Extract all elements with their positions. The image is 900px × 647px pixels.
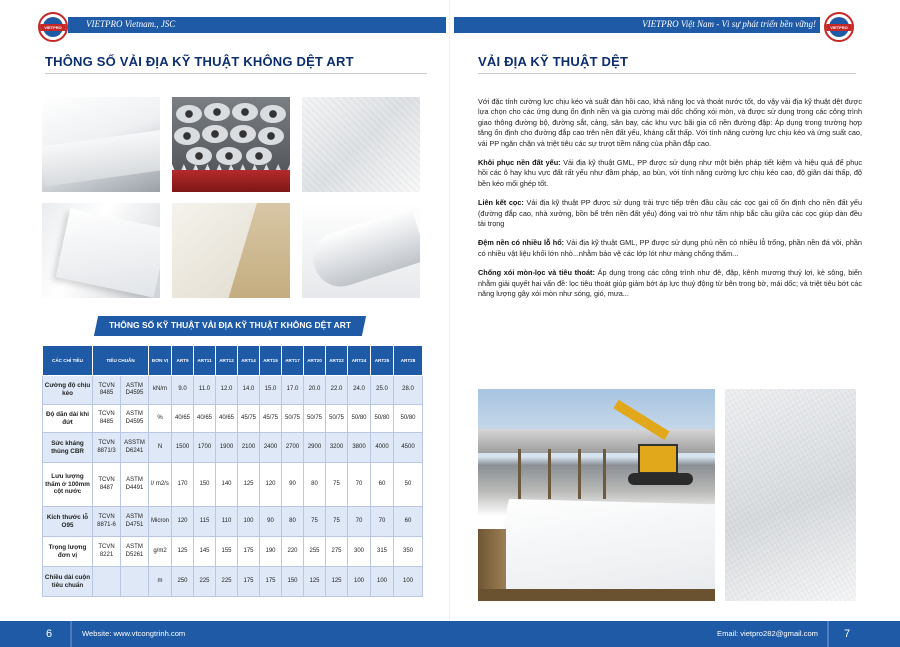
header-right-text: VIETPRO Việt Nam - Vì sự phát triển bền vững! xyxy=(642,19,816,29)
column-header: TIÊU CHUẨN xyxy=(93,346,149,376)
section-label: Chống xói mòn-lọc và tiêu thoát: xyxy=(478,268,595,278)
fabric-photo-folded xyxy=(42,97,160,192)
cell-value: 175 xyxy=(260,567,282,597)
section-label: Đệm nền có nhiều lỗ hổ: xyxy=(478,238,565,248)
cell-value: 2700 xyxy=(282,433,304,463)
cell-value: 1500 xyxy=(172,433,194,463)
cell-value: 120 xyxy=(260,463,282,507)
cell-value: 50/80 xyxy=(371,405,394,433)
section-label: Khôi phục nền đất yếu: xyxy=(478,158,561,168)
cell-value: 150 xyxy=(194,463,216,507)
section-paragraph xyxy=(478,238,862,259)
cell-value: 50/75 xyxy=(304,405,326,433)
row-name: Độ dãn dài khi đứt xyxy=(43,405,93,433)
row-standard-tcvn: TCVN 8871-6 xyxy=(93,507,121,537)
cell-value: 75 xyxy=(326,463,348,507)
cell-value: 75 xyxy=(326,507,348,537)
cell-value: 190 xyxy=(260,537,282,567)
cell-value: 9.0 xyxy=(172,376,194,405)
section-text: Vải địa kỹ thuật GML, PP được sử dụng như một biện pháp tiết kiệm và hiệu quả để phục hồi các ô hay khu vực đất rất yếu như đầm pháp, ao bùn, với tính năng cường lực chịu kéo cao, độ giãn dài thấp, độ bền kéo mối ghép tốt. xyxy=(478,158,862,188)
cell-value: 14.0 xyxy=(238,376,260,405)
cell-value: 45/75 xyxy=(260,405,282,433)
cell-value: 155 xyxy=(216,537,238,567)
row-unit: g/m2 xyxy=(149,537,172,567)
row-unit: Micron xyxy=(149,507,172,537)
section-text: Vải địa kỹ thuật PP được sử dụng trải trực tiếp trên đầu cầu các cọc gai cố ổn định cho nền đất yếu (đường đắp cao, nhà xưởng, bồn bể trên nền đất yếu) đóng vai trò như tấm nhịp bắc cầu giữa các cọc giúp dàn đều tải trọng xyxy=(478,198,862,229)
cell-value: 70 xyxy=(371,507,394,537)
fabric-photo-closeup xyxy=(302,97,420,192)
footer-email[interactable]: Email: vietpro282@gmail.com xyxy=(717,629,818,638)
row-name: Lưu lượng thấm ở 100mm cột nước xyxy=(43,463,93,507)
left-page-title: THÔNG SỐ VẢI ĐỊA KỸ THUẬT KHÔNG DỆT ART xyxy=(45,54,354,69)
spec-table xyxy=(42,345,423,597)
cell-value: 50/75 xyxy=(282,405,304,433)
cell-value: 175 xyxy=(238,567,260,597)
title-divider-left xyxy=(45,73,427,74)
cell-value: 2900 xyxy=(304,433,326,463)
table-row xyxy=(43,433,423,463)
page-number-left: 6 xyxy=(46,628,53,640)
cell-value: 24.0 xyxy=(348,376,371,405)
column-header: ART15 xyxy=(260,346,282,376)
cell-value: 40/65 xyxy=(194,405,216,433)
right-page-body xyxy=(478,97,862,309)
row-standard-astm: ASTM D4751 xyxy=(121,507,149,537)
row-standard-astm: ASTM D4595 xyxy=(121,405,149,433)
cell-value: 3200 xyxy=(326,433,348,463)
cell-value: 225 xyxy=(194,567,216,597)
cell-value: 40/65 xyxy=(172,405,194,433)
fabric-photo-layered xyxy=(172,203,290,298)
cell-value: 2400 xyxy=(260,433,282,463)
row-standard-astm: ASSTM D6241 xyxy=(121,433,149,463)
cell-value: 70 xyxy=(348,463,371,507)
fabric-photo-roll xyxy=(302,203,420,298)
header-bar-right xyxy=(454,17,820,33)
column-header: ART28 xyxy=(394,346,423,376)
cell-value: 50/80 xyxy=(348,405,371,433)
table-row xyxy=(43,567,423,597)
logo-text: VIETPRO xyxy=(830,25,848,30)
cell-value: 25.0 xyxy=(371,376,394,405)
cell-value: 4000 xyxy=(371,433,394,463)
cell-value: 125 xyxy=(172,537,194,567)
cell-value: 1900 xyxy=(216,433,238,463)
footer-website[interactable]: Website: www.vtcongtrinh.com xyxy=(82,629,186,638)
cell-value: 120 xyxy=(172,507,194,537)
cell-value: 3800 xyxy=(348,433,371,463)
cell-value: 115 xyxy=(194,507,216,537)
row-standard-astm: ASTM D4595 xyxy=(121,376,149,405)
cell-value: 70 xyxy=(348,507,371,537)
woven-fabric-photo xyxy=(725,389,856,601)
cell-value: 50/75 xyxy=(326,405,348,433)
row-standard-astm: ASTM D5261 xyxy=(121,537,149,567)
page-spine xyxy=(449,0,450,621)
row-standard-tcvn xyxy=(93,567,121,597)
column-header: ART25 xyxy=(371,346,394,376)
row-standard-tcvn: TCVN 8221 xyxy=(93,537,121,567)
row-unit: kN/m xyxy=(149,376,172,405)
table-header-row xyxy=(43,346,423,376)
row-unit: % xyxy=(149,405,172,433)
table-row xyxy=(43,537,423,567)
cell-value: 220 xyxy=(282,537,304,567)
cell-value: 12.0 xyxy=(216,376,238,405)
section-label: Liên kết cọc: xyxy=(478,198,524,208)
cell-value: 100 xyxy=(394,567,423,597)
cell-value: 80 xyxy=(304,463,326,507)
cell-value: 175 xyxy=(238,537,260,567)
row-unit: m xyxy=(149,567,172,597)
spec-table-wrapper xyxy=(42,345,422,597)
column-header: ART12 xyxy=(216,346,238,376)
column-header: ĐƠN VỊ xyxy=(149,346,172,376)
cell-value: 315 xyxy=(371,537,394,567)
cell-value: 255 xyxy=(304,537,326,567)
row-name: Sức kháng thủng CBR xyxy=(43,433,93,463)
cell-value: 300 xyxy=(348,537,371,567)
cell-value: 100 xyxy=(238,507,260,537)
cell-value: 125 xyxy=(304,567,326,597)
table-row xyxy=(43,507,423,537)
vietpro-logo-right xyxy=(824,12,854,42)
header-left-text: VIETPRO Vietnam., JSC xyxy=(86,19,176,29)
row-standard-tcvn: TCVN 8487 xyxy=(93,463,121,507)
row-name: Kích thước lỗ O95 xyxy=(43,507,93,537)
cell-value: 60 xyxy=(394,507,423,537)
intro-paragraph: Với đặc tính cường lực chịu kéo và suất đàn hồi cao, khả năng lọc và thoát nước tốt, do vậy vải địa kỹ thuật dệt được lựa chọn cho các ứng dụng ổn định nền và gia cường mái dốc chống xói mòn, và được sử dụng trong các công trình giao thông đường bộ, đường sắt, cảng, sân bay, các khu vực bãi gia cố nền đường đập: Áp dụng trong trường hợp tăng ổn định cho đường đắp cao trên nền đất yếu, kháng cắt thấp. Với tính năng cường lực chịu kéo và ứng suất cao, vải PP ngăn chặn và triệt tiêu các sự trượt tiềm năng của phần đắp cao. xyxy=(478,97,862,148)
cell-value: 150 xyxy=(282,567,304,597)
cell-value: 90 xyxy=(260,507,282,537)
cell-value: 75 xyxy=(304,507,326,537)
cell-value: 250 xyxy=(172,567,194,597)
right-page-title: VẢI ĐỊA KỸ THUẬT DỆT xyxy=(478,54,629,69)
cell-value: 2100 xyxy=(238,433,260,463)
column-header: ART22 xyxy=(326,346,348,376)
row-name: Trọng lượng đơn vị xyxy=(43,537,93,567)
header-bar-left xyxy=(68,17,446,33)
cell-value: 125 xyxy=(238,463,260,507)
cell-value: 110 xyxy=(216,507,238,537)
cell-value: 140 xyxy=(216,463,238,507)
section-text: Vải địa kỹ thuật GML, PP được sử dụng phủ nền có nhiều lỗ trống, phần nền đá vôi, phần có nhiều vật liệu khối lớn nhỏ...nhằm bảo vệ các lớp lót như màng chống thấm... xyxy=(478,238,862,258)
section-paragraph xyxy=(478,158,862,189)
cell-value: 80 xyxy=(282,507,304,537)
table-row xyxy=(43,463,423,507)
cell-value: 125 xyxy=(326,567,348,597)
table-title: THÔNG SỐ KỸ THUẬT VẢI ĐỊA KỸ THUẬT KHÔNG DỆT ART xyxy=(108,320,352,330)
cell-value: 50 xyxy=(394,463,423,507)
row-standard-tcvn: TCVN 8485 xyxy=(93,376,121,405)
section-text: Áp dụng trong các công trình như đê, đập, kênh mương thuỷ lợi, kè sông, biển nhằm giải quyết hai vấn đề: lọc tiêu thoát giúp giảm bớt áp lực thuỷ động từ bên trong bờ, mái dốc; và triệt tiêu bớt các năng lượng gây xói mòn như sóng, gió, mưa... xyxy=(478,268,862,299)
page-number-right: 7 xyxy=(844,628,851,640)
table-row xyxy=(43,376,423,405)
fabric-photo-sheet xyxy=(42,203,160,298)
cell-value: 1700 xyxy=(194,433,216,463)
column-header: ART9 xyxy=(172,346,194,376)
cell-value: 50/80 xyxy=(394,405,423,433)
cell-value: 90 xyxy=(282,463,304,507)
column-header: ART17 xyxy=(282,346,304,376)
column-header: ART14 xyxy=(238,346,260,376)
cell-value: 170 xyxy=(172,463,194,507)
cell-value: 20.0 xyxy=(304,376,326,405)
cell-value: 4500 xyxy=(394,433,423,463)
construction-site-photo xyxy=(478,389,715,601)
row-unit: N xyxy=(149,433,172,463)
fabric-photo-rolls-stacked xyxy=(172,97,290,192)
row-standard-astm: ASTM D4491 xyxy=(121,463,149,507)
table-row xyxy=(43,405,423,433)
vietpro-logo-left xyxy=(38,12,68,42)
cell-value: 100 xyxy=(371,567,394,597)
cell-value: 60 xyxy=(371,463,394,507)
section-paragraph xyxy=(478,268,862,299)
cell-value: 17.0 xyxy=(282,376,304,405)
column-header: ART20 xyxy=(304,346,326,376)
row-name: Chiều dài cuộn tiêu chuẩn xyxy=(43,567,93,597)
column-header: ART11 xyxy=(194,346,216,376)
row-standard-astm xyxy=(121,567,149,597)
column-header: ART24 xyxy=(348,346,371,376)
cell-value: 45/75 xyxy=(238,405,260,433)
row-standard-tcvn: TCVN 8871/3 xyxy=(93,433,121,463)
row-name: Cường độ chịu kéo xyxy=(43,376,93,405)
cell-value: 40/65 xyxy=(216,405,238,433)
row-unit: l/ m2/s xyxy=(149,463,172,507)
cell-value: 145 xyxy=(194,537,216,567)
cell-value: 28.0 xyxy=(394,376,423,405)
cell-value: 11.0 xyxy=(194,376,216,405)
cell-value: 22.0 xyxy=(326,376,348,405)
cell-value: 350 xyxy=(394,537,423,567)
column-header: CÁC CHỈ TIÊU xyxy=(43,346,93,376)
logo-text: VIETPRO xyxy=(44,25,62,30)
cell-value: 275 xyxy=(326,537,348,567)
title-divider-right xyxy=(478,73,856,74)
row-standard-tcvn: TCVN 8485 xyxy=(93,405,121,433)
cell-value: 15.0 xyxy=(260,376,282,405)
section-paragraph xyxy=(478,198,862,229)
cell-value: 100 xyxy=(348,567,371,597)
cell-value: 225 xyxy=(216,567,238,597)
